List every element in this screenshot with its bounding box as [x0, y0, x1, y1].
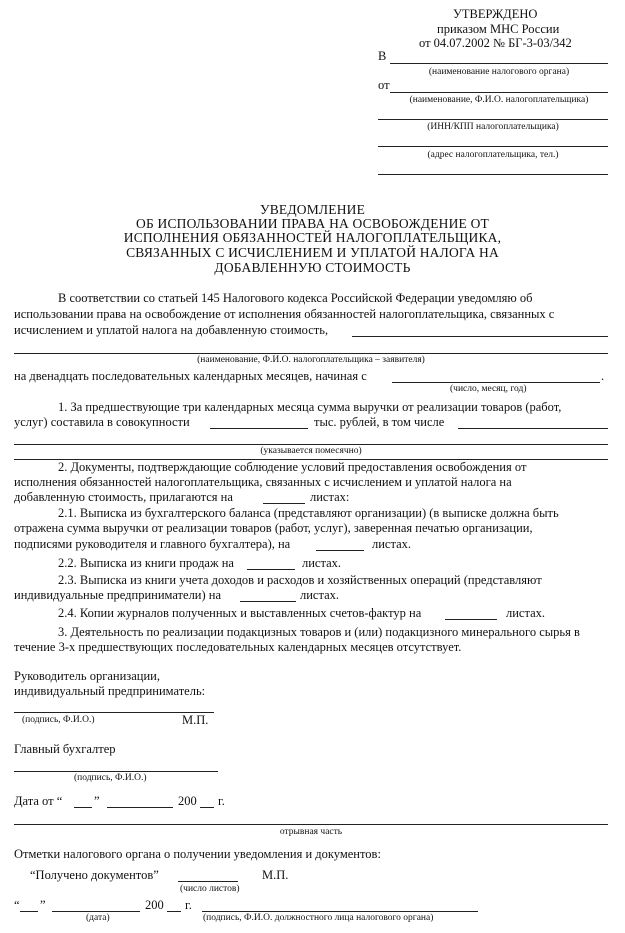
- revenue-amount-line[interactable]: [210, 428, 308, 429]
- inn-caption: (ИНН/КПП налогоплательщика): [427, 122, 559, 132]
- tear-date-close-quote: ”: [40, 898, 46, 912]
- p23-sheets-line[interactable]: [240, 601, 296, 602]
- p2-line-3b: листах:: [310, 490, 350, 504]
- from-caption: (наименование, Ф.И.О. налогоплательщика): [409, 95, 589, 105]
- head-stamp-label: М.П.: [182, 713, 209, 727]
- p22-sheets-label: листах.: [302, 556, 342, 570]
- address-caption: (адрес налогоплательщика, тел.): [427, 150, 559, 160]
- official-caption: (подпись, Ф.И.О. должностного лица налогового органа): [203, 913, 434, 923]
- p3-line-2: течение 3-х предшествующих последовательных календарных месяцев отсутствует.: [14, 640, 462, 654]
- p2-line-1: 2. Документы, подтверждающие соблюдение условий предоставления освобождения от: [58, 460, 527, 474]
- tear-date-caption: (дата): [86, 913, 110, 923]
- date-close-quote: ”: [94, 794, 100, 808]
- to-field-line[interactable]: [390, 63, 608, 64]
- date-day-line[interactable]: [74, 807, 92, 808]
- doc-title-line-5: ДОБАВЛЕННУЮ СТОИМОСТЬ: [214, 260, 411, 275]
- tear-off-divider: [14, 824, 608, 825]
- chief-signature-line[interactable]: [14, 771, 218, 772]
- tear-date-open-quote: “: [14, 898, 20, 912]
- p23-line-1: 2.3. Выписка из книги учета доходов и расходов и хозяйственных операций (представляют: [58, 573, 542, 587]
- p24-sheets-line[interactable]: [445, 619, 497, 620]
- p21-sheets-line[interactable]: [316, 550, 364, 551]
- from-prefix: от: [378, 78, 390, 92]
- intro-line-3: исчислением и уплатой налога на добавленную стоимость,: [14, 323, 329, 337]
- date-year-prefix: 200: [178, 794, 197, 808]
- p1-line-2b: тыс. рублей, в том числе: [314, 415, 445, 429]
- p2-sheets-line[interactable]: [263, 503, 305, 504]
- p21-line-3b: листах.: [372, 537, 412, 551]
- applicant-caption: (наименование, Ф.И.О. налогоплательщика – заявителя): [197, 355, 425, 365]
- to-caption: (наименование налогового органа): [428, 67, 570, 77]
- head-sign-caption: (подпись, Ф.И.О.): [22, 715, 95, 725]
- p22-text: 2.2. Выписка из книги продаж на: [58, 556, 234, 570]
- intro-line-2: использовании права на освобождение от исполнения обязанностей налогоплательщика, связанных с: [14, 307, 555, 321]
- date-year-line[interactable]: [200, 807, 214, 808]
- p2-line-2: исполнения обязанностей налогоплательщика, связанных с исчислением и уплатой налога на: [14, 475, 512, 489]
- taxpayer-name-line[interactable]: [352, 336, 608, 337]
- inn-field-line[interactable]: [378, 119, 608, 120]
- date-caption: (число, месяц, год): [450, 384, 527, 394]
- doc-title-line-1: УВЕДОМЛЕНИЕ: [259, 202, 366, 217]
- tear-off-label: отрывная часть: [279, 827, 343, 837]
- doc-title-line-3: ИСПОЛНЕНИЯ ОБЯЗАННОСТЕЙ НАЛОГОПЛАТЕЛЬЩИКА,: [123, 230, 502, 245]
- p2-line-3a: добавленную стоимость, прилагаются на: [14, 490, 233, 504]
- official-signature-line[interactable]: [202, 911, 478, 912]
- approval-order: приказом МНС России: [437, 22, 560, 36]
- approval-title: УТВЕРЖДЕНО: [453, 7, 538, 21]
- revenue-breakdown-line[interactable]: [458, 428, 608, 429]
- sheets-count-caption: (число листов): [180, 884, 240, 894]
- p24-sheets-label: листах.: [506, 606, 546, 620]
- taxpayer-name-line-2[interactable]: [14, 353, 608, 354]
- chief-accountant-label: Главный бухгалтер: [14, 742, 116, 756]
- tear-date-day-line[interactable]: [20, 911, 38, 912]
- from-field-line[interactable]: [390, 92, 608, 93]
- received-stamp-label: М.П.: [262, 868, 289, 882]
- chief-sign-caption: (подпись, Ф.И.О.): [74, 773, 147, 783]
- start-date-line[interactable]: [392, 382, 600, 383]
- tear-date-month-line[interactable]: [52, 911, 140, 912]
- period-end-dot: .: [601, 369, 605, 383]
- received-documents-label: “Получено документов”: [30, 868, 159, 882]
- date-year-suffix: г.: [218, 794, 225, 808]
- tear-date-year-suffix: г.: [185, 898, 192, 912]
- address-field-line[interactable]: [378, 146, 608, 147]
- head-title-line-2: индивидуальный предприниматель:: [14, 684, 206, 698]
- period-text: на двенадцать последовательных календарных месяцев, начиная с: [14, 369, 367, 383]
- date-month-line[interactable]: [107, 807, 173, 808]
- p3-line-1: 3. Деятельность по реализации подакцизных товаров и (или) подакцизного минерального сырья в: [58, 625, 580, 639]
- received-sheets-line[interactable]: [178, 881, 238, 882]
- revenue-breakdown-line-2[interactable]: [14, 444, 608, 445]
- approval-date-number: от 04.07.2002 № БГ-3-03/342: [419, 36, 572, 50]
- p21-line-2: отражена сумма выручки от реализации товаров (работ, услуг), заверенная печатью организации,: [14, 521, 533, 535]
- to-prefix: В: [378, 49, 387, 63]
- p1-line-2a: услуг) составила в совокупности: [14, 415, 190, 429]
- monthly-caption: (указывается помесячно): [260, 446, 362, 456]
- address-field-line-2[interactable]: [378, 174, 608, 175]
- p24-text: 2.4. Копии журналов полученных и выставленных счетов-фактур на: [58, 606, 422, 620]
- p1-line-1: 1. За предшествующие три календарных месяца сумма выручки от реализации товаров (работ,: [58, 400, 562, 414]
- p23-line-2a: индивидуальные предприниматели) на: [14, 588, 222, 602]
- doc-title-line-2: ОБ ИСПОЛЬЗОВАНИИ ПРАВА НА ОСВОБОЖДЕНИЕ ОТ: [136, 216, 489, 231]
- tax-marks-title: Отметки налогового органа о получении уведомления и документов:: [14, 847, 381, 861]
- p23-sheets-label: листах.: [300, 588, 340, 602]
- doc-title-line-4: СВЯЗАННЫХ С ИСЧИСЛЕНИЕМ И УПЛАТОЙ НАЛОГА НА: [126, 245, 499, 260]
- p21-line-1: 2.1. Выписка из бухгалтерского баланса (представляют организации) (в выписке должна быть: [58, 506, 559, 520]
- head-title-line-1: Руководитель организации,: [14, 669, 160, 683]
- date-from-label: Дата от “: [14, 794, 63, 808]
- p22-sheets-line[interactable]: [247, 569, 295, 570]
- tear-date-year-line[interactable]: [167, 911, 181, 912]
- tear-date-year-prefix: 200: [145, 898, 164, 912]
- p21-line-3a: подписями руководителя и главного бухгалтера), на: [14, 537, 291, 551]
- intro-line-1: В соответствии со статьей 145 Налогового кодекса Российской Федерации уведомляю об: [58, 291, 533, 305]
